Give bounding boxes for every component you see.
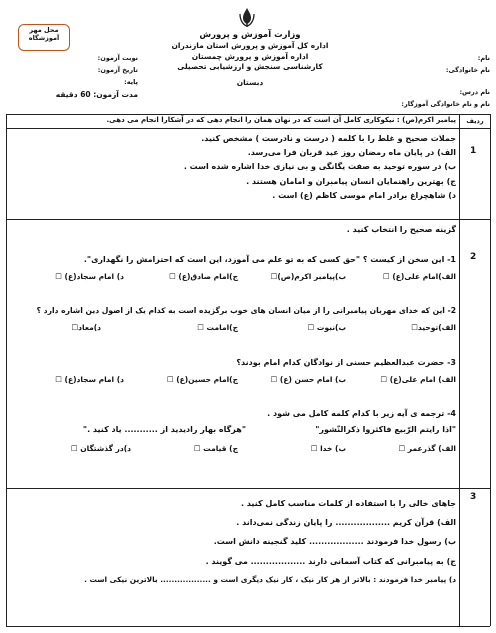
name-field: نام: (477, 54, 490, 62)
q1-bottom-border (6, 219, 490, 220)
q2-sub1-text: 1- این سخن از کیست ؟ "حق کسی که به تو علم می آموزد، این است که احترامش را نگهداری". (83, 255, 456, 264)
option-checkbox[interactable]: ب)پیامبر اکرم(ص)☐ (270, 272, 346, 281)
question-number: 1 (470, 146, 477, 156)
q1-item: ب) در سوره توحید به صفت یگانگی و بی نیازی خدا اشاره شده است . (183, 162, 456, 172)
q2-bottom-border (6, 488, 490, 489)
duration-field: مدت آزمون: 60 دقیقه (55, 90, 138, 99)
option-checkbox[interactable]: ب) خدا ☐ (310, 444, 346, 453)
option-checkbox[interactable]: د)معاد☐ (71, 323, 101, 332)
level-label: دبستان (236, 77, 264, 87)
province-title: اداره کل آموزش و پرورش استان مازندران (171, 41, 329, 51)
q1-instruction: جملات صحیح و غلط را با کلمه ( درست و نادرست ) مشخص کنید. (201, 134, 456, 143)
question-number: 3 (470, 492, 477, 502)
question-1-text (184, 133, 456, 201)
option-checkbox[interactable]: ج)امام حسین(ع) ☐ (166, 375, 238, 384)
option-checkbox[interactable]: الف) گذرعمر ☐ (398, 444, 456, 453)
option-checkbox[interactable]: د) امام سجاد(ع) ☐ (55, 272, 124, 281)
ministry-title: وزارت آموزش و پرورش (199, 30, 301, 40)
table-top-border (6, 114, 490, 115)
option-checkbox[interactable]: الف)توحید☐ (411, 323, 456, 332)
grade-field: پایه: (124, 78, 138, 86)
table-bottom-border (6, 626, 490, 627)
header-titles (150, 30, 350, 88)
q2-sub4-translation: "هرگاه بهار رادیدید از ........... یاد کنید ." (82, 425, 246, 434)
q2-sub4-text: 4- ترجمه ی آیه زیر با کدام کلمه کامل می شود . (267, 409, 456, 418)
stamp-label: محل مهر آموزشگاه (28, 26, 60, 43)
q3-instruction: جاهای خالی را با استفاده از کلمات مناسب کامل کنید . (240, 499, 456, 508)
option-checkbox[interactable]: ج)امامت ☐ (197, 323, 238, 332)
option-checkbox[interactable]: د)در گذشتگان ☐ (70, 444, 131, 453)
city-title: اداره آموزش و پرورش چمستان (191, 51, 309, 61)
q2-sub2-text: 2- این که خدای مهربان پیامبرانی را از میان انسان های خوب برگزیده است به کدام یک از اصول دین اشاره دارد ؟ (36, 306, 456, 315)
exam-info (48, 54, 138, 100)
option-checkbox[interactable]: ب) امام حسن (ع) ☐ (270, 375, 346, 384)
option-checkbox[interactable]: ب)نبوت ☐ (307, 323, 346, 332)
school-stamp-box (18, 24, 70, 51)
q3-item: ب) رسول خدا فرمودند .................. کلید گنجینه دانش است. (213, 537, 456, 547)
teacher-field: نام و نام خانوادگی آموزگار: (401, 100, 490, 108)
motto-bottom-border (6, 128, 490, 129)
q3-item: ج) به پیامبرانی که کتاب آسمانی دارند .................. می گویند . (205, 556, 456, 566)
table-right-border (490, 114, 491, 626)
row-header: ردیف (466, 117, 484, 125)
table-left-border (6, 114, 7, 626)
q2-sub4-verse: "اذا رایتم الرّبیع فاکثروا ذکرالنّشور" (315, 425, 456, 434)
q2-instruction: گزینه صحیح را انتخاب کنید . (346, 225, 456, 234)
question-number: 2 (470, 252, 477, 262)
q2-sub3-text: 3- حضرت عبدالعظیم حسنی از نوادگان کدام امام بودند؟ (236, 358, 456, 367)
motto-text: پیامبر اکرم(ص) : نیکوکاری کامل آن است که در نهان همان را انجام دهی که در آشکارا انجام می دهی. (106, 116, 456, 124)
iran-emblem-icon (236, 6, 258, 28)
course-field: نام درس: (459, 88, 490, 96)
q1-item: ج) بهترین راهنمایان انسان پیامبران و امامان هستند . (246, 176, 456, 186)
student-info (370, 54, 490, 108)
question-3-text (84, 498, 456, 585)
option-checkbox[interactable]: د) امام سجاد(ع) ☐ (55, 375, 124, 384)
q1-item: الف) در پایان ماه رمضان روز عید قربان فرا می‌رسد. (247, 148, 456, 158)
exam-round-field: نوبت آزمون: (97, 54, 138, 62)
q3-item: د) پیامبر خدا فرمودند : بالاتر از هر کار نیک ، کار نیک دیگری است و .................. بالاترین نیکی است . (84, 574, 456, 584)
exam-date-field: تاریخ آزمون: (97, 66, 138, 74)
row-column-divider (459, 114, 460, 626)
family-field: نام خانوادگی: (445, 66, 490, 74)
option-checkbox[interactable]: الف)امام علی(ع) ☐ (383, 272, 456, 281)
option-checkbox[interactable]: ج)امام صادق(ع) ☐ (169, 272, 238, 281)
option-checkbox[interactable]: الف) امام علی(ع) ☐ (380, 375, 456, 384)
office-title: کارشناسی سنجش و ارزشیابی تحصیلی (177, 61, 323, 71)
option-checkbox[interactable]: ج) قیامت ☐ (193, 444, 238, 453)
q3-item: الف) قرآن کریم .................. را پایان زندگی نمی‌داند . (236, 518, 456, 528)
q1-item: د) شاهچراغ برادر امام موسی کاظم (ع) است . (272, 190, 456, 200)
